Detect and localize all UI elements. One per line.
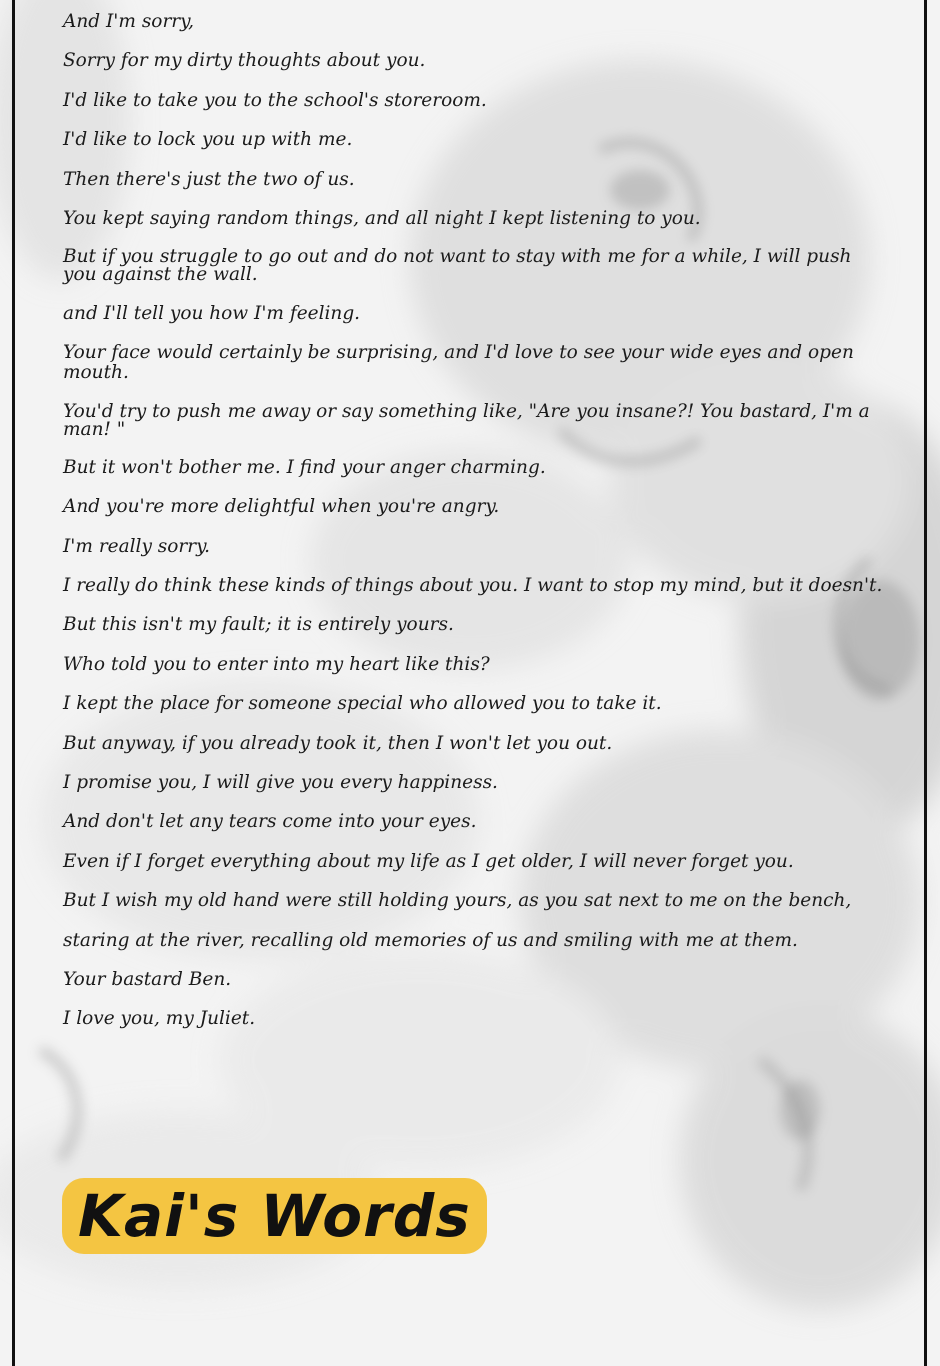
poem-line: Even if I forget everything about my life as I get older, I will never forget you. (63, 850, 794, 872)
poem-line: I kept the place for someone special who allowed you to take it. (63, 693, 662, 715)
poem-line: I promise you, I will give you every happiness. (63, 772, 498, 794)
poem-line: But it won't bother me. I find your anger charming. (63, 456, 546, 478)
poem-line: I'd like to take you to the school's storeroom. (63, 89, 487, 111)
poem-line: But this isn't my fault; it is entirely yours. (63, 614, 454, 636)
poem-line: staring at the river, recalling old memories of us and smiling with me at them. (63, 929, 798, 951)
poem-line: Your face would certainly be surprising, and I'd love to see your wide eyes and open mouth. (63, 342, 854, 384)
left-border-line (12, 0, 15, 1366)
poem-line: And I'm sorry, (63, 11, 195, 32)
poem-line: You'd try to push me away or say something like, "Are you insane?! You bastard, I'm a man! " (63, 400, 870, 440)
poem-line: Who told you to enter into my heart like this? (63, 653, 490, 675)
signature-badge (62, 1178, 487, 1254)
poem-line: But I wish my old hand were still holding yours, as you sat next to me on the bench, (63, 890, 852, 912)
poem-line: But if you struggle to go out and do not want to stay with me for a while, I will push you against the wall. (63, 246, 852, 286)
poem-line: Then there's just the two of us. (63, 168, 355, 190)
poem-line: But anyway, if you already took it, then I won't let you out. (63, 732, 613, 754)
right-border-line (924, 0, 927, 1366)
poem-text (63, 12, 883, 1049)
poem-line: I'd like to lock you up with me. (63, 129, 353, 151)
poem-line: I'm really sorry. (63, 535, 210, 557)
poem-line: and I'll tell you how I'm feeling. (63, 302, 361, 324)
poem-line: And don't let any tears come into your eyes. (63, 811, 477, 833)
poem-line: I really do think these kinds of things about you. I want to stop my mind, but it doesn't. (63, 575, 883, 597)
signature-text: Kai's Words (78, 1182, 471, 1250)
poem-line: Sorry for my dirty thoughts about you. (63, 50, 426, 72)
poem-line: I love you, my Juliet. (63, 1008, 256, 1030)
poem-line: Your bastard Ben. (63, 968, 232, 990)
poem-line: You kept saying random things, and all night I kept listening to you. (63, 207, 701, 229)
poem-line: And you're more delightful when you're angry. (63, 496, 500, 518)
